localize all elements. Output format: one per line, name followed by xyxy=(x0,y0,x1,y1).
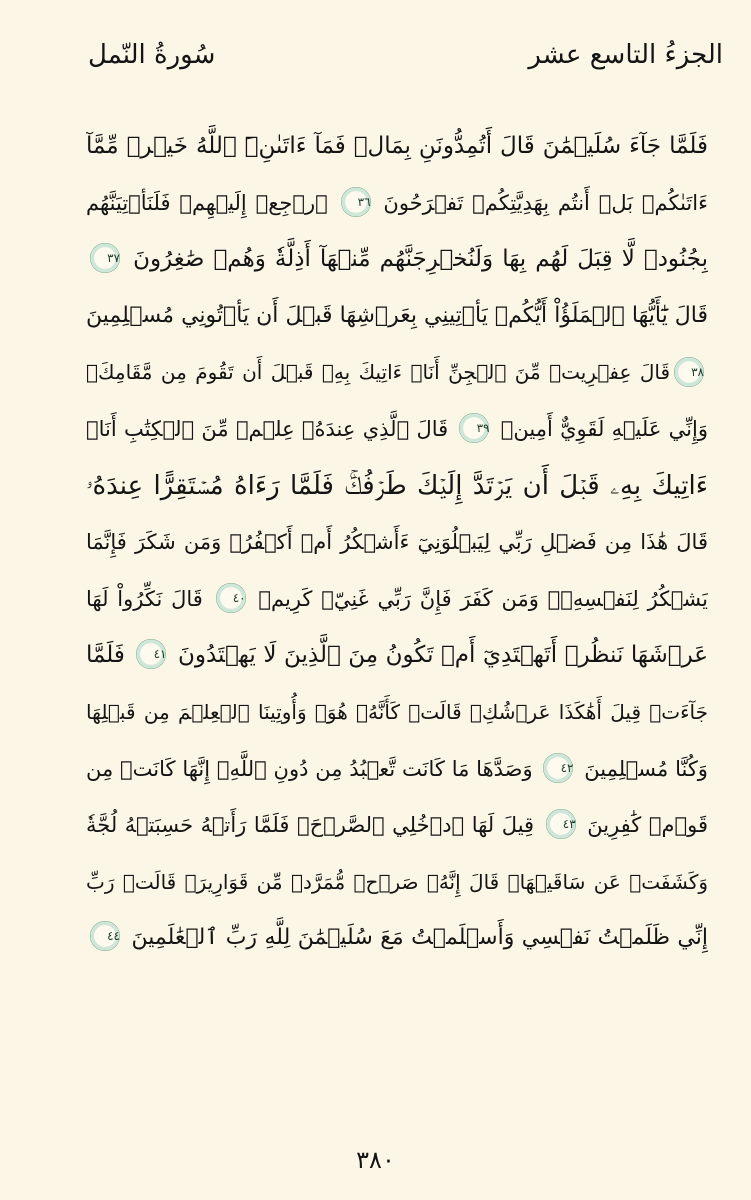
verse-line xyxy=(86,288,708,345)
verse-line xyxy=(86,684,708,741)
verse-line xyxy=(86,571,708,628)
ayah-number-marker: ٤٠ xyxy=(216,583,246,613)
verse-text: ٱرۡجِعۡ إِلَيۡهِمۡ فَلَنَأۡتِيَنَّهُم xyxy=(86,190,328,215)
page-header xyxy=(0,40,751,90)
verse-text: ءَاتَىٰكُمۚ بَلۡ أَنتُم بِهَدِيَّتِكُمۡ تَفۡرَحُونَ xyxy=(383,190,708,215)
verse-text: وَإِنِّي عَلَيۡهِ لَقَوِيٌّ أَمِينٞ xyxy=(500,416,708,441)
verse-text: وَكَشَفَتۡ عَن سَاقَيۡهَاۚ قَالَ إِنَّهُۥ صَرۡحٞ مُّمَرَّدٞ مِّن قَوَارِيرَۗ قَالَتۡ رَبِّ xyxy=(86,869,708,894)
verse-text: عَرۡشَهَا نَنظُرۡ أَتَهۡتَدِيٓ أَمۡ تَكُونُ مِنَ ٱلَّذِينَ لَا يَهۡتَدُونَ xyxy=(177,642,708,669)
verse-text: وَكُنَّا مُسۡلِمِينَ xyxy=(584,756,708,781)
surah-title: سُورةُ النّمل xyxy=(88,40,216,70)
verse-text: جَآءَتۡ قِيلَ أَهَٰكَذَا عَرۡشُكِۖ قَالَتۡ كَأَنَّهُۥ هُوَۚ وَأُوتِينَا ٱلۡعِلۡمَ مِن قَبۡلِهَا xyxy=(86,699,708,724)
verse-line xyxy=(86,458,708,515)
verse-line xyxy=(86,854,708,911)
ayah-number-marker: ٣٧ xyxy=(90,243,120,273)
ayah-number-marker: ٣٨ xyxy=(674,357,704,387)
ayah-number-marker: ٣٦ xyxy=(341,187,371,217)
verse-text: إِنِّي ظَلَمۡتُ نَفۡسِي وَأَسۡلَمۡتُ مَعَ سُلَيۡمَٰنَ لِلَّهِ رَبِّ ٱلۡعَٰلَمِينَ xyxy=(131,925,708,951)
ayah-number-marker: ٤٣ xyxy=(546,809,576,839)
verse-line xyxy=(86,627,708,684)
verse-text: فَلَمَّا xyxy=(86,642,125,669)
verse-text: قَالَ عِفۡرِيتٞ مِّنَ ٱلۡجِنِّ أَنَا۠ ءَاتِيكَ بِهِۦ قَبۡلَ أَن تَقُومَ مِن مَّقَامِكَۖ xyxy=(86,360,670,385)
verse-text: ءَاتِيكَ بِهِۦ قَبۡلَ أَن يَرۡتَدَّ إِلَيۡكَ طَرۡفُكَۚ فَلَمَّا رَءَاهُ مُسۡتَقِرًّا عِندَهُۥ xyxy=(86,470,708,501)
verse-line xyxy=(86,401,708,458)
ayah-number-marker: ٣٩ xyxy=(459,413,489,443)
verse-line xyxy=(86,797,708,854)
verse-text: قَالَ نَكِّرُواْ لَهَا xyxy=(86,586,203,611)
verse-line xyxy=(86,118,708,175)
verse-line xyxy=(86,910,708,967)
verse-line xyxy=(86,175,708,232)
verse-line xyxy=(86,514,708,571)
verse-text: وَصَدَّهَا مَا كَانَت تَّعۡبُدُ مِن دُونِ ٱللَّهِۖ إِنَّهَا كَانَتۡ مِن xyxy=(86,756,533,781)
verse-text-block xyxy=(86,118,708,967)
verse-text: قَوۡمٖ كَٰفِرِينَ xyxy=(587,813,708,838)
verse-text: بِجُنُودٖ لَّا قِبَلَ لَهُم بِهَا وَلَنُخۡرِجَنَّهُم مِّنۡهَآ أَذِلَّةٗ وَهُمۡ صَٰغِرُونَ xyxy=(133,246,708,273)
verse-text: فَلَمَّا جَآءَ سُلَيۡمَٰنَ قَالَ أَتُمِدُّونَنِ بِمَالٖ فَمَآ ءَاتَىٰنِۦَ ٱللَّهُ خَيۡرٞ مِّمَّآ xyxy=(86,133,708,159)
verse-text: قَالَ هَٰذَا مِن فَضۡلِ رَبِّي لِيَبۡلُوَنِيٓ ءَأَشۡكُرُ أَمۡ أَكۡفُرُۖ وَمَن شَكَرَ فَإِنَّمَا xyxy=(86,530,708,555)
verse-text: قِيلَ لَهَا ٱدۡخُلِي ٱلصَّرۡحَۖ فَلَمَّا رَأَتۡهُ حَسِبَتۡهُ لُجَّةٗ xyxy=(86,813,535,838)
verse-line xyxy=(86,344,708,401)
ayah-number-marker: ٤١ xyxy=(136,639,166,669)
verse-text: قَالَ ٱلَّذِي عِندَهُۥ عِلۡمٞ مِّنَ ٱلۡكِتَٰبِ أَنَا۠ xyxy=(86,416,449,441)
verse-text: قَالَ يَٰٓأَيُّهَا ٱلۡمَلَؤُاْ أَيُّكُمۡ يَأۡتِينِي بِعَرۡشِهَا قَبۡلَ أَن يَأۡتُونِي مُسۡلِمِينَ xyxy=(86,302,708,328)
ayah-number-marker: ٤٢ xyxy=(543,753,573,783)
ayah-number-marker: ٤٤ xyxy=(90,921,120,951)
page-number: ٣٨٠ xyxy=(356,1146,395,1174)
verse-line xyxy=(86,231,708,288)
verse-line xyxy=(86,741,708,798)
juz-title: الجزءُ التاسع عشر xyxy=(528,40,723,70)
verse-text: يَشۡكُرُ لِنَفۡسِهِۦۖ وَمَن كَفَرَ فَإِنَّ رَبِّي غَنِيّٞ كَرِيمٞ xyxy=(258,586,708,611)
